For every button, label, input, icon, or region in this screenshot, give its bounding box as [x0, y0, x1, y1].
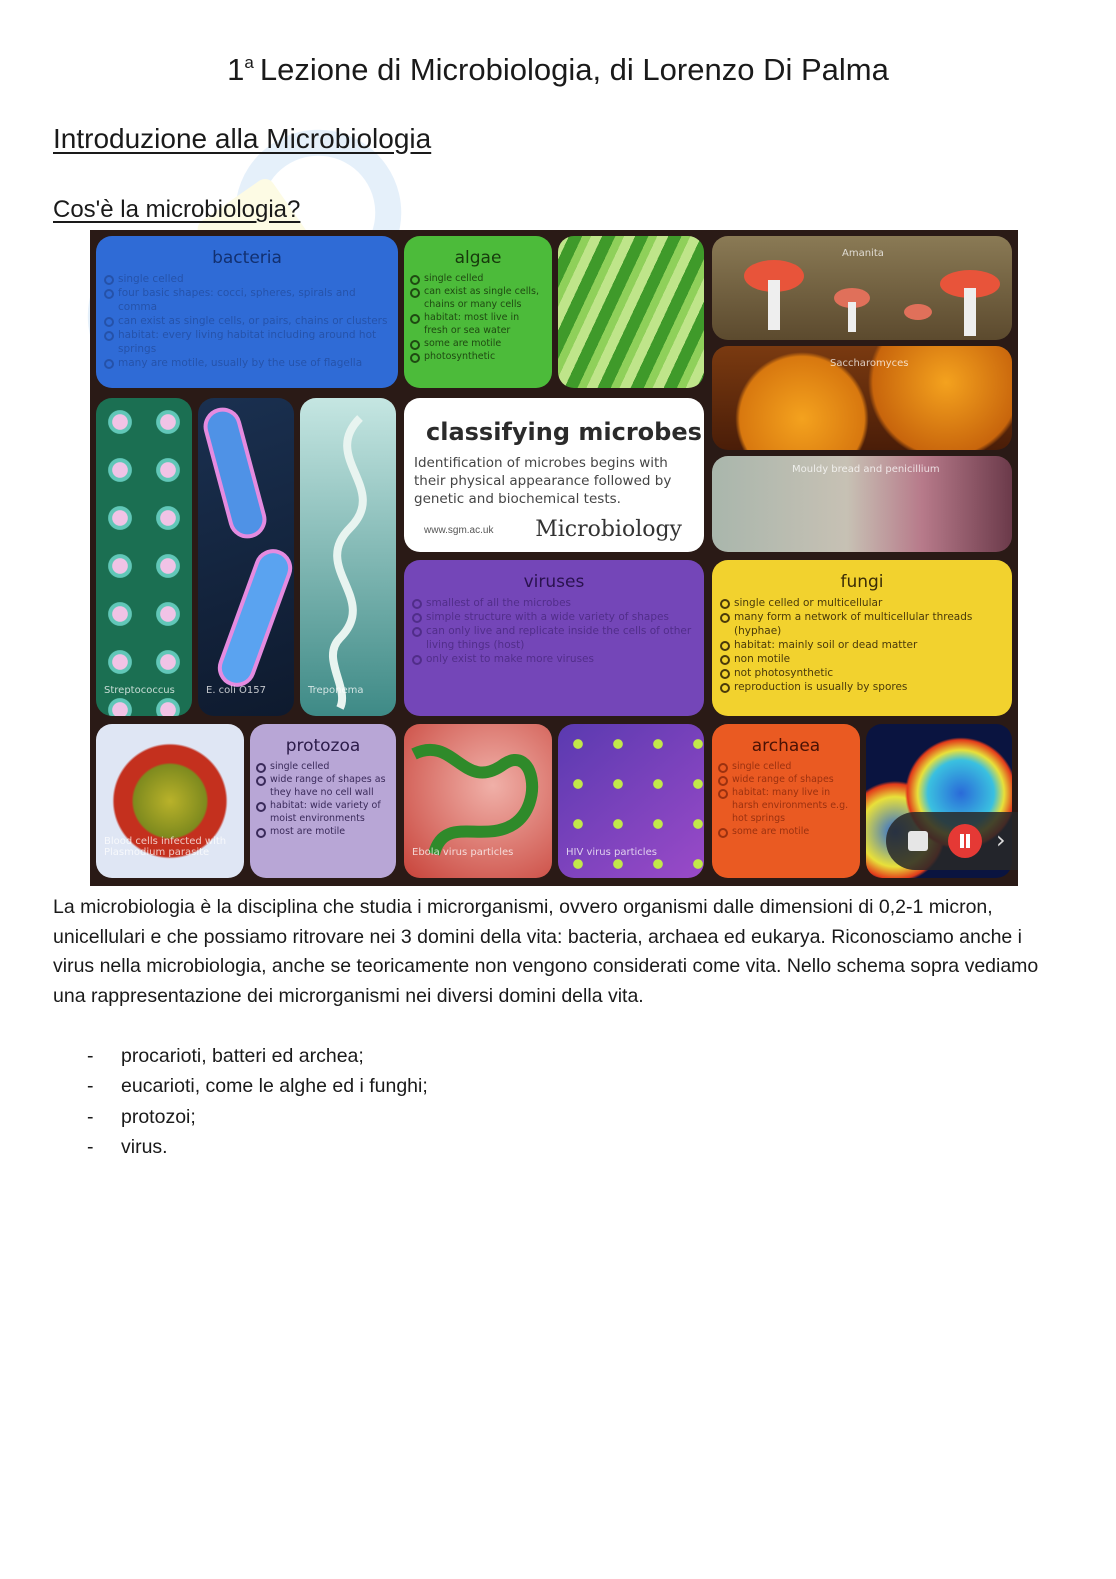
list-marker: - — [87, 1136, 94, 1159]
list-item: can only live and replicate inside the cells of other living things (host) — [426, 624, 694, 652]
list-item: only exist to make more viruses — [426, 652, 694, 666]
subsection-heading: Cos'è la microbiologia? — [53, 196, 301, 223]
list-item: many form a network of multicellular threads (hyphae) — [734, 610, 1002, 638]
title-text: Lezione di Microbiologia, di Lorenzo Di Palma — [259, 52, 889, 87]
list-item: some are motile — [732, 825, 850, 838]
mould-photo — [712, 456, 1012, 552]
algae-list — [404, 272, 552, 363]
video-player-controls — [886, 812, 1018, 870]
list-item: smallest of all the microbes — [426, 596, 694, 610]
bacteria-list — [96, 272, 398, 370]
list-item: non motile — [734, 652, 1002, 666]
ebola-caption: Ebola virus particles — [412, 847, 514, 858]
stop-icon[interactable] — [908, 831, 928, 851]
list-item: single celled — [270, 760, 386, 773]
viruses-panel — [404, 560, 704, 716]
section-heading: Introduzione alla Microbiologia — [53, 123, 432, 154]
poster-description: Identification of microbes begins with their physical appearance followed by genetic and biochemical tests. — [414, 455, 672, 507]
amanita-caption: Amanita — [842, 248, 884, 259]
list-item: single celled — [424, 272, 542, 285]
list-item: habitat: every living habitat including around hot springs — [118, 328, 388, 356]
viruses-title: viruses — [523, 572, 585, 592]
spirochete-shape — [300, 398, 396, 716]
classifying-microbes-poster — [90, 230, 1018, 886]
chevron-right-icon[interactable]: › — [996, 826, 1006, 854]
list-item-text: eucarioti, come le alghe ed i funghi; — [121, 1075, 428, 1098]
hiv-photo — [558, 724, 704, 878]
hiv-caption: HIV virus particles — [566, 847, 657, 858]
poster-title: classifying microbes — [426, 418, 702, 446]
ecoli-caption: E. coli O157 — [206, 685, 266, 696]
title-superscript: a — [244, 53, 254, 72]
bacteria-title: bacteria — [212, 248, 282, 268]
saccharomyces-photo — [712, 346, 1012, 450]
protozoa-list — [250, 760, 396, 838]
list-item-text: virus. — [121, 1136, 168, 1159]
algae-title: algae — [454, 248, 502, 268]
classifying-microbes-card — [404, 398, 704, 552]
treponema-caption: Treponema — [308, 685, 364, 696]
algae-panel — [404, 236, 552, 388]
list-item: four basic shapes: cocci, spheres, spirals and comma — [118, 286, 388, 314]
list-item: most are motile — [270, 825, 386, 838]
list-item: some are motile — [424, 337, 542, 350]
fungi-title: fungi — [840, 572, 884, 592]
intro-paragraph: La microbiologia è la disciplina che studia i microrganismi, ovvero organismi dalle dimensioni di 0,2-1 micron, unicellulari e che possiamo ritrovare nei 3 domini della vita: bacteria, archaea ed eukarya. Riconosciamo anche i virus nella microbiologia, anche se teoricamente non vengono considerati come vita. Nello schema sopra vediamo una rappresentazione dei microrganismi nei diversi domini della vita. — [53, 896, 1039, 1007]
ecoli-photo — [198, 398, 294, 716]
streptococcus-caption: Streptococcus — [104, 685, 175, 696]
plasmodium-photo — [96, 724, 244, 878]
bacteria-panel — [96, 236, 398, 388]
archaea-title: archaea — [751, 736, 821, 756]
list-item: single celled — [732, 760, 850, 773]
list-item: not photosynthetic — [734, 666, 1002, 680]
document-title — [0, 52, 1116, 88]
archaea-panel — [712, 724, 860, 878]
title-number: 1 — [227, 52, 245, 87]
microorganism-list — [53, 1041, 428, 1163]
list-item: single celled or multicellular — [734, 596, 1002, 610]
archaea-list — [712, 760, 860, 838]
list-item-text: protozoi; — [121, 1105, 196, 1128]
plasmodium-caption: Blood cells infected with Plasmodium parasite — [104, 836, 227, 858]
list-marker: - — [87, 1105, 94, 1128]
list-item: reproduction is usually by spores — [734, 680, 1002, 694]
ebola-photo — [404, 724, 552, 878]
list-item-text: procarioti, batteri ed archea; — [121, 1045, 364, 1067]
list-item: wide range of shapes — [732, 773, 850, 786]
list-item: can exist as single cells, or pairs, chains or clusters — [118, 315, 388, 327]
mould-caption: Mouldy bread and penicillium — [792, 464, 940, 475]
poster-url: www.sgm.ac.uk — [424, 525, 494, 536]
protozoa-title: protozoa — [285, 736, 361, 756]
list-item — [53, 1071, 428, 1101]
list-item — [53, 1041, 428, 1071]
fungi-panel — [712, 560, 1012, 716]
list-item: photosynthetic — [424, 350, 542, 363]
list-marker: - — [87, 1045, 94, 1067]
streptococcus-photo — [96, 398, 192, 716]
list-marker: - — [87, 1075, 94, 1098]
pause-icon[interactable] — [948, 824, 982, 858]
saccharomyces-caption: Saccharomyces — [830, 358, 909, 369]
protozoa-panel — [250, 724, 396, 878]
microbiology-logo: Microbiology — [535, 517, 682, 542]
viruses-list — [404, 596, 704, 666]
list-item: habitat: many live in harsh environments e.g. hot springs — [732, 787, 849, 824]
list-item: habitat: wide variety of moist environments — [270, 799, 386, 825]
ecoli-rods — [198, 398, 294, 716]
fungi-list — [712, 596, 1012, 694]
list-item: simple structure with a wide variety of shapes — [426, 610, 694, 624]
amanita-photo — [712, 236, 1012, 340]
treponema-photo — [300, 398, 396, 716]
list-item: wide range of shapes as they have no cell wall — [270, 774, 386, 798]
algae-photo — [558, 236, 704, 388]
list-item: many are motile, usually by the use of flagella — [118, 356, 388, 370]
list-item — [53, 1132, 428, 1162]
list-item — [53, 1102, 428, 1132]
list-item: can exist as single cells, chains or many cells — [424, 285, 542, 311]
list-item: single celled — [118, 272, 388, 286]
list-item: habitat: mainly soil or dead matter — [734, 638, 1002, 652]
list-item: habitat: most live in fresh or sea water — [424, 311, 542, 337]
